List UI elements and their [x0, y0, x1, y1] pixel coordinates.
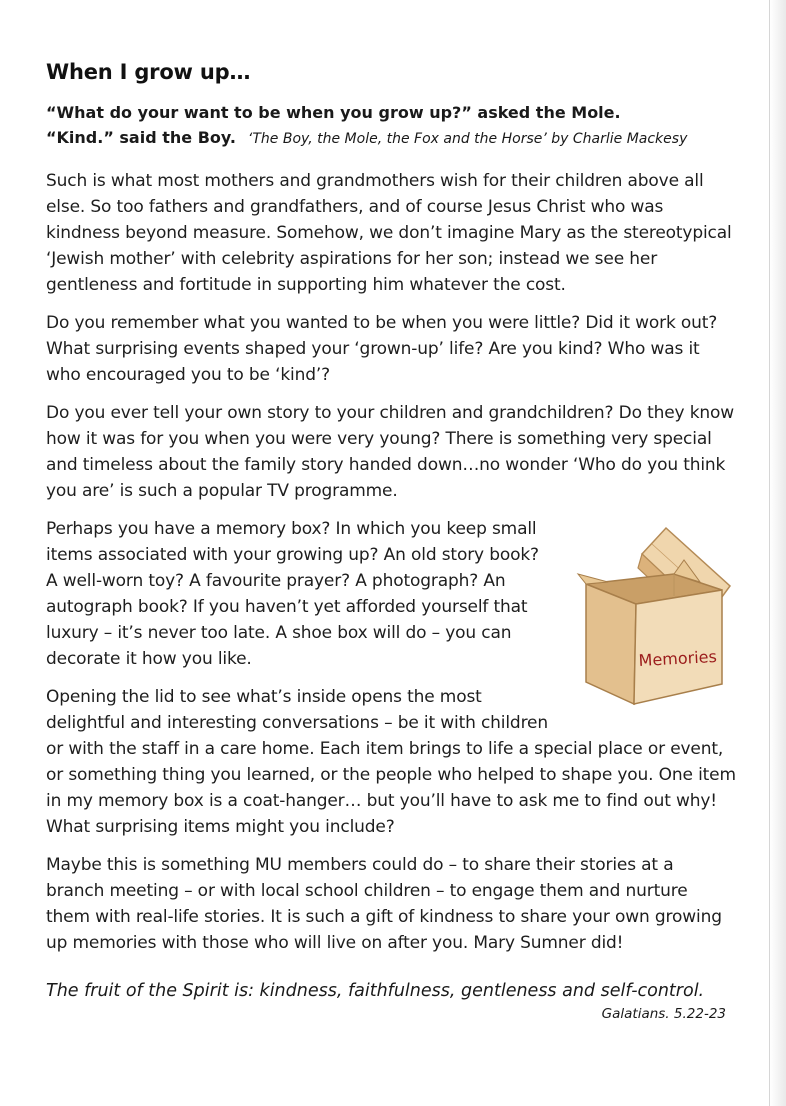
memories-label: Memories — [638, 646, 718, 671]
paragraph-4: Perhaps you have a memory box? In which you keep small items associated with your growing up? An old story book? A well-worn toy? A favourite prayer? A photograph? An autograph book? If you haven’t yet afforded yourself that luxury – it’s never too late. A shoe box will do – you can decorate it how you like. — [46, 519, 539, 669]
paragraph-1: Such is what most mothers and grandmothers wish for their children above all else. So too fathers and grandfathers, and of course Jesus Christ who was kindness beyond measure. Somehow, we don’t imagine Mary as the stereotypical ‘Jewish mother’ with celebrity aspirations for her son; instead we see her gentleness and fortitude in supporting him whatever the cost. — [46, 171, 732, 295]
closing-verse: The fruit of the Spirit is: kindness, faithfulness, gentleness and self-control. — [46, 981, 705, 1001]
quote-line-1: “What do your want to be when you grow up?” asked the Mole. — [46, 103, 621, 122]
memory-box-illustration — [572, 524, 732, 710]
memory-box-section — [46, 516, 736, 840]
page-edge — [769, 0, 786, 1106]
paragraph-3: Do you ever tell your own story to your children and grandchildren? Do they know how it was for you when you were very young? There is something very special and timeless about the family story handed down…no wonder ‘Who do you think you are’ is such a popular TV programme. — [46, 403, 735, 501]
article-title: When I grow up… — [46, 60, 251, 84]
paragraph-5: Opening the lid to see what’s inside opens the most delightful and interesting conversations – be it with children or with the staff in a care home. Each item brings to life a special place or event, or something thing you learned, or the people who helped to shape you. One item in my memory box is a coat-hanger… but you’ll have to ask me to find out why! What surprising items might you include? — [46, 687, 736, 837]
opening-quote — [46, 100, 736, 152]
paragraph-2: Do you remember what you wanted to be when you were little? Did it work out? What surprising events shaped your ‘grown-up’ life? Are you kind? Who was it who encouraged you to be ‘kind’? — [46, 313, 718, 385]
article — [46, 60, 736, 1022]
paragraph-6: Maybe this is something MU members could do – to share their stories at a branch meeting – or with local school children – to engage them and nurture them with real-life stories. It is such a gift of kindness to share your own growing up memories with those who will live on after you. Mary Sumner did! — [46, 855, 722, 953]
verse-reference: Galatians. 5.22-23 — [601, 1006, 726, 1022]
quote-attribution: ‘The Boy, the Mole, the Fox and the Horse’ by Charlie Mackesy — [247, 131, 688, 147]
quote-line-2-text: “Kind.” said the Boy. — [46, 128, 236, 147]
quote-line-2 — [46, 125, 736, 152]
